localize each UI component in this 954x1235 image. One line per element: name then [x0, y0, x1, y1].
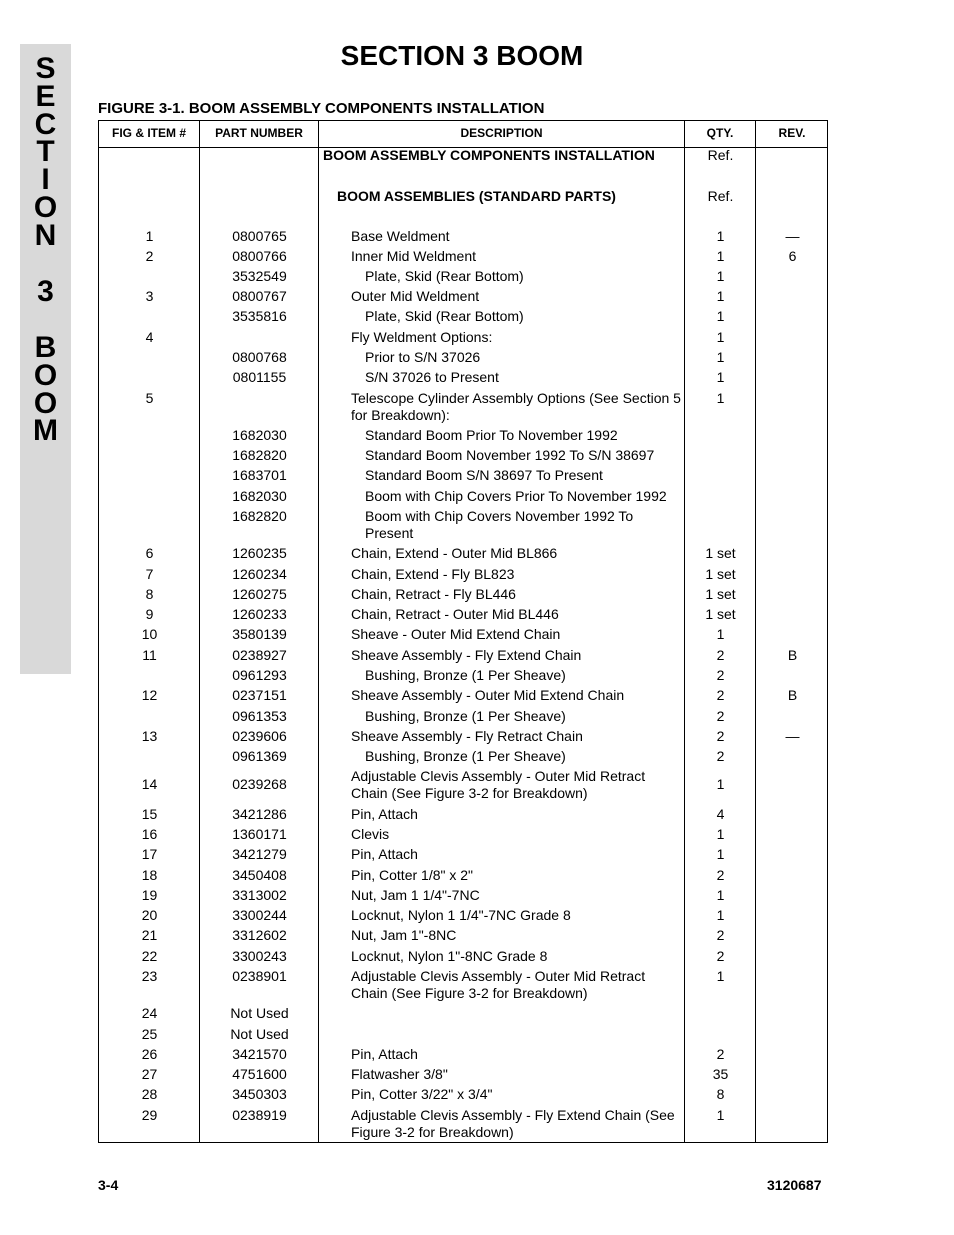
quantity: 1 — [716, 826, 725, 842]
quantity: 1 — [716, 268, 725, 284]
part-number: 3450408 — [232, 867, 287, 883]
quantity: 1 — [716, 390, 725, 406]
part-number: 1682820 — [232, 508, 287, 524]
description: Standard Boom S/N 38697 To Present — [365, 467, 603, 483]
header-part-number: PART NUMBER — [215, 126, 303, 140]
item-number: 8 — [145, 586, 154, 602]
part-number: 3300244 — [232, 907, 287, 923]
page-number: 3-4 — [98, 1177, 119, 1193]
part-number: 0238927 — [232, 647, 287, 663]
quantity: 2 — [716, 728, 725, 744]
item-number: 24 — [141, 1005, 158, 1021]
description: Standard Boom Prior To November 1992 — [365, 427, 618, 443]
description: Clevis — [351, 826, 390, 842]
quantity: 2 — [716, 687, 725, 703]
side-tab-letter: O — [33, 387, 58, 420]
quantity: 2 — [716, 948, 725, 964]
side-tab-letter: N — [34, 219, 57, 252]
header-rev: REV. — [778, 126, 806, 140]
quantity: 2 — [716, 1046, 725, 1062]
item-number: 15 — [141, 806, 158, 822]
part-number: 0238901 — [232, 968, 287, 984]
description: Pin, Attach — [351, 1046, 418, 1062]
quantity: 1 — [716, 308, 725, 324]
description: Sheave Assembly - Outer Mid Extend Chain — [351, 687, 625, 703]
item-number: 10 — [141, 626, 158, 642]
side-tab-letter: O — [33, 359, 58, 392]
description: Pin, Attach — [351, 806, 418, 822]
description: Sheave - Outer Mid Extend Chain — [351, 626, 561, 642]
quantity: 2 — [716, 647, 725, 663]
description: Outer Mid Weldment — [351, 288, 480, 304]
header-qty: QTY. — [706, 126, 734, 140]
part-number: 0239606 — [232, 728, 287, 744]
quantity: 8 — [716, 1086, 725, 1102]
part-number: 1683701 — [232, 467, 287, 483]
part-number: 0800768 — [232, 349, 287, 365]
description: Chain, Extend - Outer Mid BL866 — [351, 545, 558, 561]
description: Locknut, Nylon 1"-8NC Grade 8 — [351, 948, 548, 964]
description: Bushing, Bronze (1 Per Sheave) — [365, 748, 566, 764]
item-number: 16 — [141, 826, 158, 842]
quantity: 4 — [716, 806, 725, 822]
part-number: 0800766 — [232, 248, 287, 264]
quantity: 2 — [716, 927, 725, 943]
description: Prior to S/N 37026 — [365, 349, 481, 365]
revision: — — [785, 228, 800, 244]
quantity: 1 — [716, 846, 725, 862]
quantity: 1 set — [705, 566, 736, 582]
quantity: 2 — [716, 867, 725, 883]
description: Pin, Cotter 3/22" x 3/4" — [351, 1086, 493, 1102]
side-tab-letter: S — [35, 52, 56, 85]
part-number: 4751600 — [232, 1066, 287, 1082]
item-number: 13 — [141, 728, 158, 744]
quantity: 1 set — [705, 606, 736, 622]
part-number: 3313002 — [232, 887, 287, 903]
quantity: 1 — [716, 1107, 725, 1123]
description: Adjustable Clevis Assembly - Fly Extend Chain (See Figure 3-2 for Breakdown) — [351, 1107, 675, 1140]
quantity: 1 set — [705, 545, 736, 561]
part-number: 1360171 — [232, 826, 287, 842]
description: BOOM ASSEMBLY COMPONENTS INSTALLATION — [323, 147, 655, 163]
item-number: 22 — [141, 948, 158, 964]
part-number: 1260233 — [232, 606, 287, 622]
side-tab-letter: I — [41, 163, 50, 196]
revision: B — [787, 647, 798, 663]
description: Chain, Extend - Fly BL823 — [351, 566, 515, 582]
quantity: 1 — [716, 626, 725, 642]
part-number: 0237151 — [232, 687, 287, 703]
item-number: 9 — [145, 606, 154, 622]
part-number: 0961293 — [232, 667, 287, 683]
quantity: 1 — [716, 887, 725, 903]
description: Boom with Chip Covers Prior To November 1992 — [365, 488, 667, 504]
part-number: 0961353 — [232, 708, 287, 724]
part-number: 1682030 — [232, 427, 287, 443]
side-tab-letter: 3 — [37, 275, 54, 308]
section-side-tab — [20, 44, 71, 674]
item-number: 18 — [141, 867, 158, 883]
quantity: 1 — [716, 968, 725, 984]
description: Nut, Jam 1 1/4"-7NC — [351, 887, 480, 903]
part-number: 3450303 — [232, 1086, 287, 1102]
description: Adjustable Clevis Assembly - Outer Mid Retract Chain (See Figure 3-2 for Breakdown) — [351, 768, 646, 801]
revision: — — [785, 728, 800, 744]
item-number: 4 — [145, 329, 154, 345]
part-number: 1682820 — [232, 447, 287, 463]
figure-title: FIGURE 3-1. BOOM ASSEMBLY COMPONENTS INSTALLATION — [98, 100, 545, 117]
side-tab-letter: M — [33, 414, 58, 447]
description: Boom with Chip Covers November 1992 To Present — [365, 508, 634, 541]
item-number: 3 — [145, 288, 154, 304]
item-number: 17 — [141, 846, 158, 862]
item-number: 21 — [141, 927, 158, 943]
description: Fly Weldment Options: — [351, 329, 493, 345]
part-number: 0800767 — [232, 288, 287, 304]
item-number: 11 — [142, 647, 157, 663]
quantity: 1 — [716, 228, 725, 244]
item-number: 29 — [141, 1107, 158, 1123]
description: Sheave Assembly - Fly Retract Chain — [351, 728, 583, 744]
header-fig: FIG & ITEM # — [111, 126, 186, 140]
item-number: 12 — [141, 687, 158, 703]
quantity: Ref. — [707, 147, 734, 163]
description: Sheave Assembly - Fly Extend Chain — [351, 647, 582, 663]
description: Base Weldment — [351, 228, 450, 244]
part-number: 3535816 — [232, 308, 287, 324]
part-number: 1260275 — [232, 586, 287, 602]
description: BOOM ASSEMBLIES (STANDARD PARTS) — [337, 188, 616, 204]
side-tab-letter: E — [35, 80, 56, 113]
description: Plate, Skid (Rear Bottom) — [365, 308, 524, 324]
revision: 6 — [788, 248, 797, 264]
side-tab-letter: B — [34, 331, 57, 364]
item-number: 23 — [141, 968, 158, 984]
description: Nut, Jam 1"-8NC — [351, 927, 457, 943]
description: Standard Boom November 1992 To S/N 38697 — [365, 447, 655, 463]
quantity: 1 — [716, 349, 725, 365]
quantity: 1 — [716, 288, 725, 304]
quantity: 1 — [716, 369, 725, 385]
part-number: 1682030 — [232, 488, 287, 504]
revision: B — [787, 687, 798, 703]
section-title: SECTION 3 BOOM — [340, 40, 584, 71]
quantity: Ref. — [707, 188, 734, 204]
side-tab-letter: O — [33, 191, 58, 224]
item-number: 26 — [141, 1046, 158, 1062]
item-number: 1 — [145, 228, 154, 244]
item-number: 27 — [141, 1066, 158, 1082]
description: Pin, Attach — [351, 846, 418, 862]
part-number: 0961369 — [232, 748, 287, 764]
description: Telescope Cylinder Assembly Options (See Section 5 for Breakdown): — [351, 390, 681, 423]
quantity: 35 — [712, 1066, 729, 1082]
item-number: 2 — [145, 248, 154, 264]
part-number: Not Used — [230, 1026, 289, 1042]
quantity: 2 — [716, 708, 725, 724]
part-number: 3300243 — [232, 948, 287, 964]
part-number: 0801155 — [232, 369, 287, 385]
side-tab-letter: C — [34, 108, 57, 141]
description: Chain, Retract - Fly BL446 — [351, 586, 516, 602]
quantity: 1 — [716, 907, 725, 923]
description: Pin, Cotter 1/8" x 2" — [351, 867, 473, 883]
part-number: 3532549 — [232, 268, 287, 284]
item-number: 25 — [141, 1026, 158, 1042]
part-number: 1260234 — [232, 566, 287, 582]
item-number: 28 — [141, 1086, 158, 1102]
quantity: 2 — [716, 748, 725, 764]
part-number: 3421279 — [232, 846, 287, 862]
document-number: 3120687 — [767, 1177, 822, 1193]
quantity: 2 — [716, 667, 725, 683]
part-number: 0239268 — [232, 776, 287, 792]
header-description: DESCRIPTION — [460, 126, 543, 140]
quantity: 1 set — [705, 586, 736, 602]
description: Flatwasher 3/8" — [351, 1066, 448, 1082]
part-number: 3580139 — [232, 626, 287, 642]
description: Bushing, Bronze (1 Per Sheave) — [365, 667, 566, 683]
item-number: 20 — [141, 907, 158, 923]
parts-table — [98, 120, 828, 1143]
part-number: 3421286 — [232, 806, 287, 822]
item-number: 7 — [145, 566, 154, 582]
part-number: 3312602 — [232, 927, 287, 943]
part-number: 0800765 — [232, 228, 287, 244]
item-number: 14 — [141, 776, 158, 792]
description: Plate, Skid (Rear Bottom) — [365, 268, 524, 284]
part-number: 1260235 — [232, 545, 287, 561]
quantity: 1 — [716, 776, 725, 792]
item-number: 19 — [141, 887, 158, 903]
side-tab-letter: T — [36, 135, 55, 168]
description: S/N 37026 to Present — [365, 369, 499, 385]
description: Adjustable Clevis Assembly - Outer Mid Retract Chain (See Figure 3-2 for Breakdown) — [351, 968, 646, 1001]
description: Chain, Retract - Outer Mid BL446 — [351, 606, 559, 622]
quantity: 1 — [716, 329, 725, 345]
part-number: 0238919 — [232, 1107, 287, 1123]
part-number: 3421570 — [232, 1046, 287, 1062]
part-number: Not Used — [230, 1005, 289, 1021]
description: Inner Mid Weldment — [351, 248, 477, 264]
quantity: 1 — [716, 248, 725, 264]
description: Bushing, Bronze (1 Per Sheave) — [365, 708, 566, 724]
description: Locknut, Nylon 1 1/4"-7NC Grade 8 — [351, 907, 571, 923]
item-number: 6 — [145, 545, 154, 561]
item-number: 5 — [145, 390, 154, 406]
